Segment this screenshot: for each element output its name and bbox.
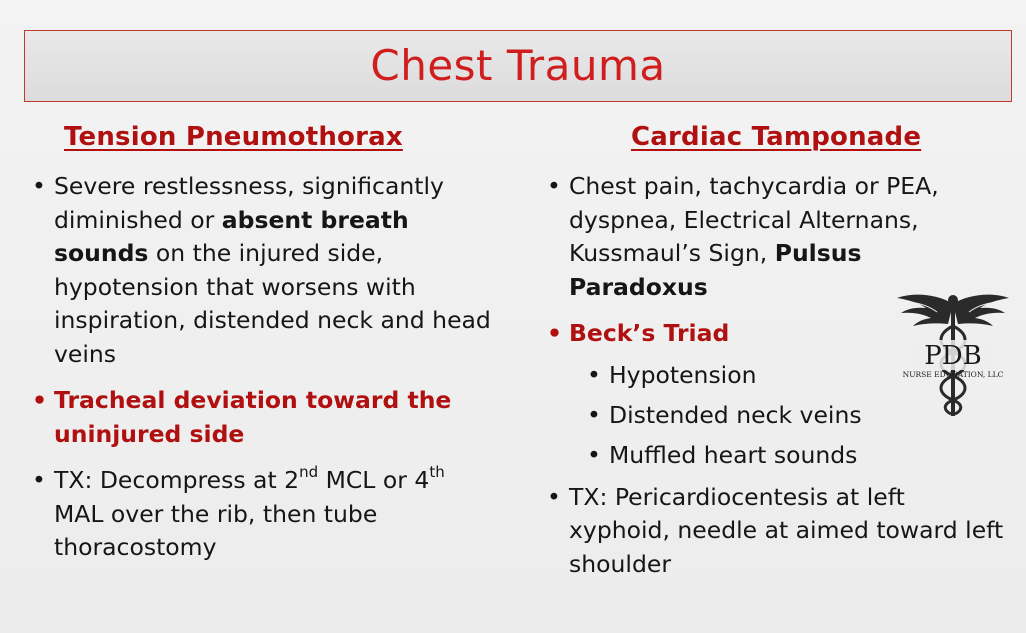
bullet-text: MAL over the rib, then tube thoracostomy [54,499,378,561]
list-item [30,384,495,451]
bullet-text: TX: Pericardiocentesis at left xyphoid, needle at aimed toward left shoulder [569,482,1004,578]
list-item: • Muffled heart sounds [569,435,1010,475]
logo-letters: PDB [924,341,982,371]
list-item [545,481,1010,582]
bold-text: absent breath sounds [54,205,409,267]
page-title: Chest Trauma [370,41,666,90]
bullet-text: TX: Decompress at 2 [54,466,300,494]
logo-tagline: NURSE EDUCATION, LLC [902,370,1004,379]
bullet-text: MCL or 4 [318,466,430,494]
caduceus-icon [893,290,1013,420]
list-item: • Distended neck veins [569,395,1010,435]
superscript: th [429,463,445,482]
pdb-logo [893,290,1013,420]
list-item [545,170,969,304]
title-banner [24,30,1012,102]
left-bullet-list [30,170,495,565]
list-item [30,170,495,371]
left-heading: Tension Pneumothorax [64,122,403,152]
superscript: nd [299,463,319,482]
right-heading: Cardiac Tamponade [631,122,922,152]
bullet-text: Severe restlessness, significantly diminished or [54,172,444,234]
bullet-text: Chest pain, tachycardia or PEA, dyspnea, Electrical Alternans, Kussmaul’s Sign, [569,172,939,267]
list-item [30,464,495,565]
bullet-text: on the injured side, hypotension that worsens with inspiration, distended neck and head veins [54,239,491,368]
highlight-text: Beck’s Triad [569,319,730,347]
list-item: • Hypotension [569,355,1010,395]
highlight-text: Tracheal deviation toward the uninjured side [54,386,452,448]
bold-text: Pulsus Paradoxus [569,239,862,301]
tension-pneumothorax-column [30,122,495,578]
